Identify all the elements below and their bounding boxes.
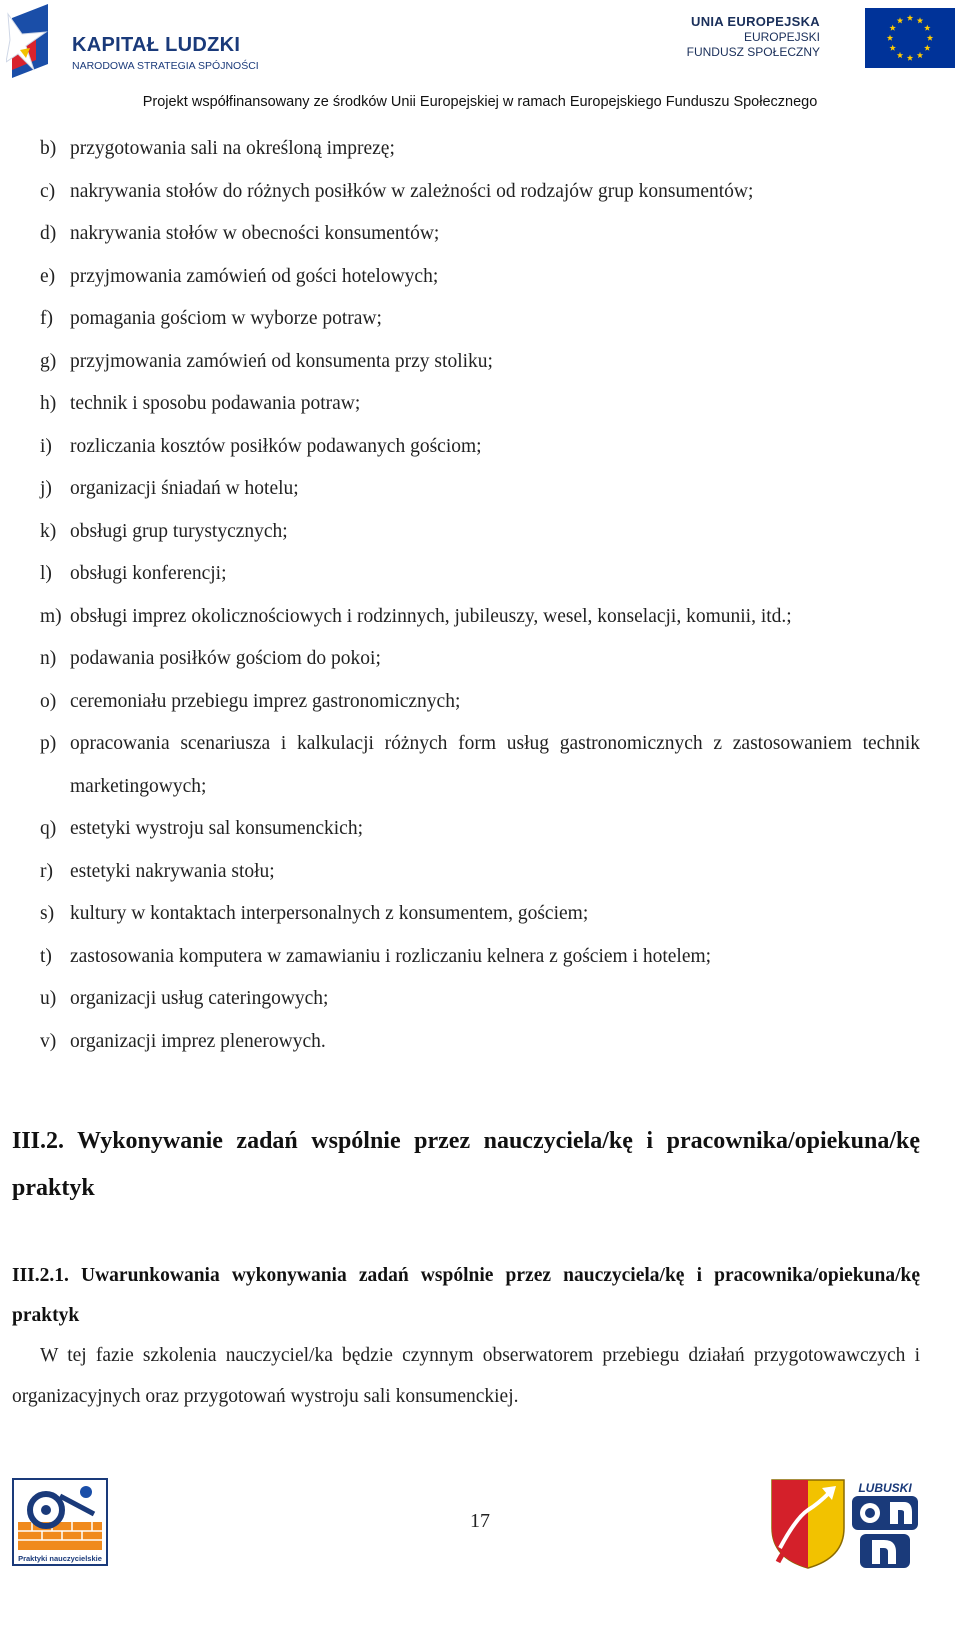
list-item-text: ceremoniału przebiegu imprez gastronomicznych; <box>70 690 461 712</box>
list-item-text: nakrywania stołów w obecności konsumentów; <box>70 223 440 244</box>
list-item <box>40 808 920 851</box>
list-item <box>40 468 920 511</box>
project-cofinancing-line: Projekt współfinansowany ze środków Unii Europejskiej w ramach Europejskiego Funduszu Społecznego <box>142 94 818 110</box>
list-item <box>40 978 920 1021</box>
list-item-text: obsługi konferencji; <box>70 563 227 584</box>
list-item <box>40 723 920 808</box>
list-item-letter: h) <box>40 393 57 414</box>
list-item <box>40 681 920 724</box>
list-item-text: organizacji śniadań w hotelu; <box>70 478 299 499</box>
kapital-ludzki-flag-icon <box>6 4 66 84</box>
list-item-letter: k) <box>40 520 57 542</box>
list-item-text: organizacji usług cateringowych; <box>70 988 329 1009</box>
list-item-text: obsługi grup turystycznych; <box>70 520 288 542</box>
list-item-text: estetyki wystroju sal konsumenckich; <box>70 818 363 839</box>
list-item <box>40 596 920 639</box>
list-item-text: zastosowania komputera w zamawianiu i rozliczaniu kelnera z gościem i hotelem; <box>70 945 712 967</box>
list-item-text: pomagania gościom w wyborze potraw; <box>70 308 382 329</box>
eu-union-label: UNIA EUROPEJSKA <box>691 14 820 29</box>
list-item <box>40 851 920 894</box>
page-header <box>0 0 960 115</box>
kapital-ludzki-title: KAPITAŁ LUDZKI <box>72 34 241 56</box>
list-item-letter: f) <box>40 308 53 329</box>
list-item-text: przyjmowania zamówień od gości hotelowych; <box>70 265 439 287</box>
eu-fund-label-1: EUROPEJSKI <box>743 30 820 44</box>
eu-flag-icon <box>865 8 955 68</box>
list-item <box>40 553 920 596</box>
list-item-letter: s) <box>40 903 55 924</box>
list-item-text: obsługi imprez okolicznościowych i rodzinnych, jubileuszy, wesel, konselacji, komunii, itd.; <box>70 605 792 627</box>
list-item-letter: q) <box>40 818 57 839</box>
lubuski-logo <box>850 1478 920 1570</box>
list-item-letter: p) <box>40 733 57 754</box>
list-item-letter: g) <box>40 350 57 372</box>
list-item <box>40 171 920 214</box>
list-item-letter: j) <box>40 478 52 499</box>
eu-fund-text <box>687 14 820 59</box>
list-item <box>40 383 920 426</box>
list-item-letter: n) <box>40 648 57 669</box>
eu-fund-label-2: FUNDUSZ SPOŁECZNY <box>686 45 820 59</box>
list-item-text: przyjmowania zamówień od konsumenta przy stoliku; <box>70 350 493 372</box>
list-item <box>40 341 920 384</box>
list-item <box>40 256 920 299</box>
praktyki-logo-caption: Praktyki nauczycielskie <box>18 1554 102 1563</box>
list-item-text: nakrywania stołów do różnych posiłków w zależności od rodzajów grup konsumentów; <box>70 180 754 202</box>
list-item-letter: v) <box>40 1030 57 1052</box>
list-item-letter: t) <box>40 945 52 967</box>
list-item <box>40 893 920 936</box>
list-item-letter: i) <box>40 435 52 457</box>
list-item-text: kultury w kontaktach interpersonalnych z konsumentem, gościem; <box>70 903 589 924</box>
list-item-letter: m) <box>40 605 62 627</box>
list-item <box>40 511 920 554</box>
list-item-letter: o) <box>40 690 57 712</box>
lubuski-logo-text: LUBUSKI <box>858 1481 912 1495</box>
body-paragraph: W tej fazie szkolenia nauczyciel/ka będzie czynnym obserwatorem przebiegu działań przygotowawczych i organizacyjnych oraz przygotowań wystroju sali konsumenckiej. <box>12 1345 920 1407</box>
list-item <box>40 1021 920 1064</box>
list-item-letter: l) <box>40 563 52 584</box>
list-item-text: organizacji imprez plenerowych. <box>70 1030 326 1052</box>
region-coat-of-arms-icon <box>770 1478 846 1570</box>
list-item <box>40 128 920 171</box>
list-item-text: przygotowania sali na określoną imprezę; <box>70 138 395 159</box>
list-item <box>40 426 920 469</box>
list-item <box>40 638 920 681</box>
list-item-letter: b) <box>40 138 57 159</box>
page-number: 17 <box>470 1510 490 1532</box>
task-list <box>40 128 920 1063</box>
list-item-text: podawania posiłków gościom do pokoi; <box>70 648 381 669</box>
list-item <box>40 298 920 341</box>
section-heading: III.2. Wykonywanie zadań wspólnie przez nauczyciela/kę i pracownika/opiekuna/kę praktyk <box>12 1128 920 1201</box>
list-item-text: rozliczania kosztów posiłków podawanych gościom; <box>70 435 482 457</box>
list-item-text: technik i sposobu podawania potraw; <box>70 393 361 414</box>
kapital-ludzki-subtitle: NARODOWA STRATEGIA SPÓJNOŚCI <box>72 60 259 72</box>
kapital-ludzki-logo <box>6 4 266 88</box>
list-item-letter: d) <box>40 223 57 244</box>
list-item-letter: u) <box>40 988 57 1009</box>
list-item-text: opracowania scenariusza i kalkulacji różnych form usług gastronomicznych z zastosowaniem technik marketingowych; <box>70 733 920 797</box>
list-item <box>40 213 920 256</box>
list-item-text: estetyki nakrywania stołu; <box>70 860 275 882</box>
list-item-letter: e) <box>40 265 56 287</box>
list-item-letter: c) <box>40 180 56 202</box>
list-item-letter: r) <box>40 860 53 882</box>
list-item <box>40 936 920 979</box>
subsection-heading: III.2.1. Uwarunkowania wykonywania zadań wspólnie przez nauczyciela/kę i pracownika/opiekuna/kę praktyk <box>12 1265 920 1326</box>
